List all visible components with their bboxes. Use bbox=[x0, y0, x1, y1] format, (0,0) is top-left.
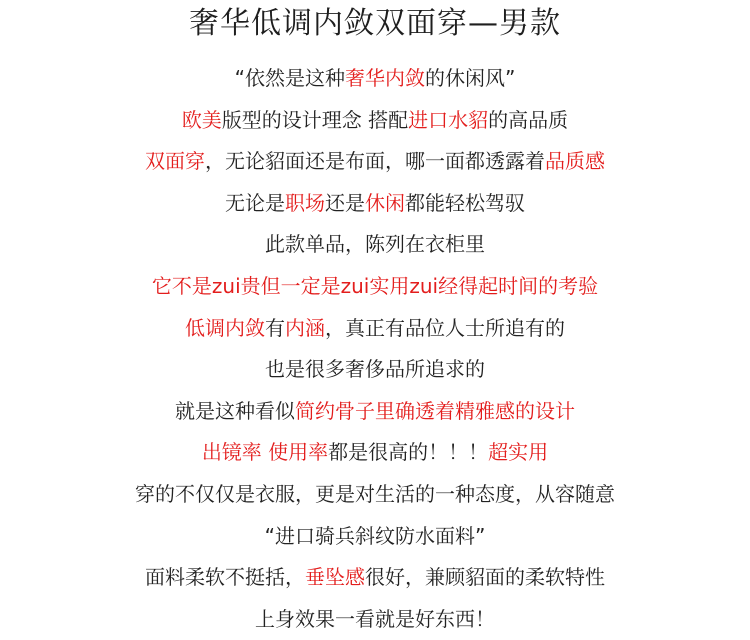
description-line bbox=[0, 100, 750, 142]
description-line bbox=[0, 432, 750, 474]
body-text: 有 bbox=[265, 315, 285, 340]
highlight-text: 垂坠感 bbox=[305, 565, 365, 590]
body-text: 都是很高的！！！ bbox=[328, 440, 489, 465]
body-text: 版型的设计理念 搭配 bbox=[221, 107, 409, 132]
highlight-text: 品质感 bbox=[545, 149, 605, 174]
highlight-text: 超实用 bbox=[488, 440, 549, 465]
description-line bbox=[0, 349, 750, 391]
highlight-text: 欧美 bbox=[181, 107, 222, 132]
description-line bbox=[0, 266, 750, 308]
highlight-text: 内涵 bbox=[285, 315, 325, 340]
highlight-text: 职场 bbox=[285, 190, 325, 215]
highlight-text: 双面穿 bbox=[145, 149, 205, 174]
body-text: 穿的不仅仅是衣服，更是对生活的一种态度，从容随意 bbox=[135, 481, 615, 506]
body-text: ，无论貂面还是布面，哪一面都透露着 bbox=[205, 149, 545, 174]
highlight-text: 它不是zui贵但一定是zui实用zui经得起时间的考验 bbox=[151, 273, 599, 298]
description-line bbox=[0, 557, 750, 599]
body-text: “依然是这种 bbox=[234, 66, 345, 90]
description-line bbox=[0, 141, 750, 183]
highlight-text: 低调内敛 bbox=[185, 315, 265, 340]
description-line bbox=[0, 599, 750, 640]
body-text: ，真正有品位人士所追有的 bbox=[325, 315, 565, 340]
description-line bbox=[0, 391, 750, 433]
body-text: 都能轻松驾驭 bbox=[405, 190, 525, 215]
description-line bbox=[0, 308, 750, 350]
body-text: 上身效果一看就是好东西！ bbox=[255, 606, 495, 631]
highlight-text: 休闲 bbox=[365, 190, 405, 215]
body-text: 此款单品，陈列在衣柜里 bbox=[265, 232, 485, 257]
body-text: 也是很多奢侈品所追求的 bbox=[265, 357, 485, 382]
description-line bbox=[0, 474, 750, 516]
page-title: 奢华低调内敛双面穿—男款 bbox=[189, 6, 561, 41]
description-lines bbox=[0, 58, 750, 640]
description-line bbox=[0, 183, 750, 225]
description-line bbox=[0, 516, 750, 558]
body-text: 还是 bbox=[325, 190, 365, 215]
body-text: 的休闲风” bbox=[425, 66, 516, 90]
body-text: 就是这种看似 bbox=[175, 398, 295, 423]
highlight-text: 奢华内敛 bbox=[345, 66, 425, 90]
body-text: 无论是 bbox=[225, 190, 285, 215]
highlight-text: 出镜率 使用率 bbox=[201, 440, 329, 465]
body-text: 面料柔软不挺括， bbox=[145, 565, 305, 590]
highlight-text: 简约骨子里确透着精雅感的设计 bbox=[295, 398, 575, 423]
body-text: 的高品质 bbox=[488, 107, 569, 132]
body-text: “进口骑兵斜纹防水面料” bbox=[264, 523, 486, 548]
description-line bbox=[0, 58, 750, 100]
description-line bbox=[0, 224, 750, 266]
body-text: 很好，兼顾貂面的柔软特性 bbox=[365, 565, 605, 590]
highlight-text: 进口水貂 bbox=[408, 107, 489, 132]
